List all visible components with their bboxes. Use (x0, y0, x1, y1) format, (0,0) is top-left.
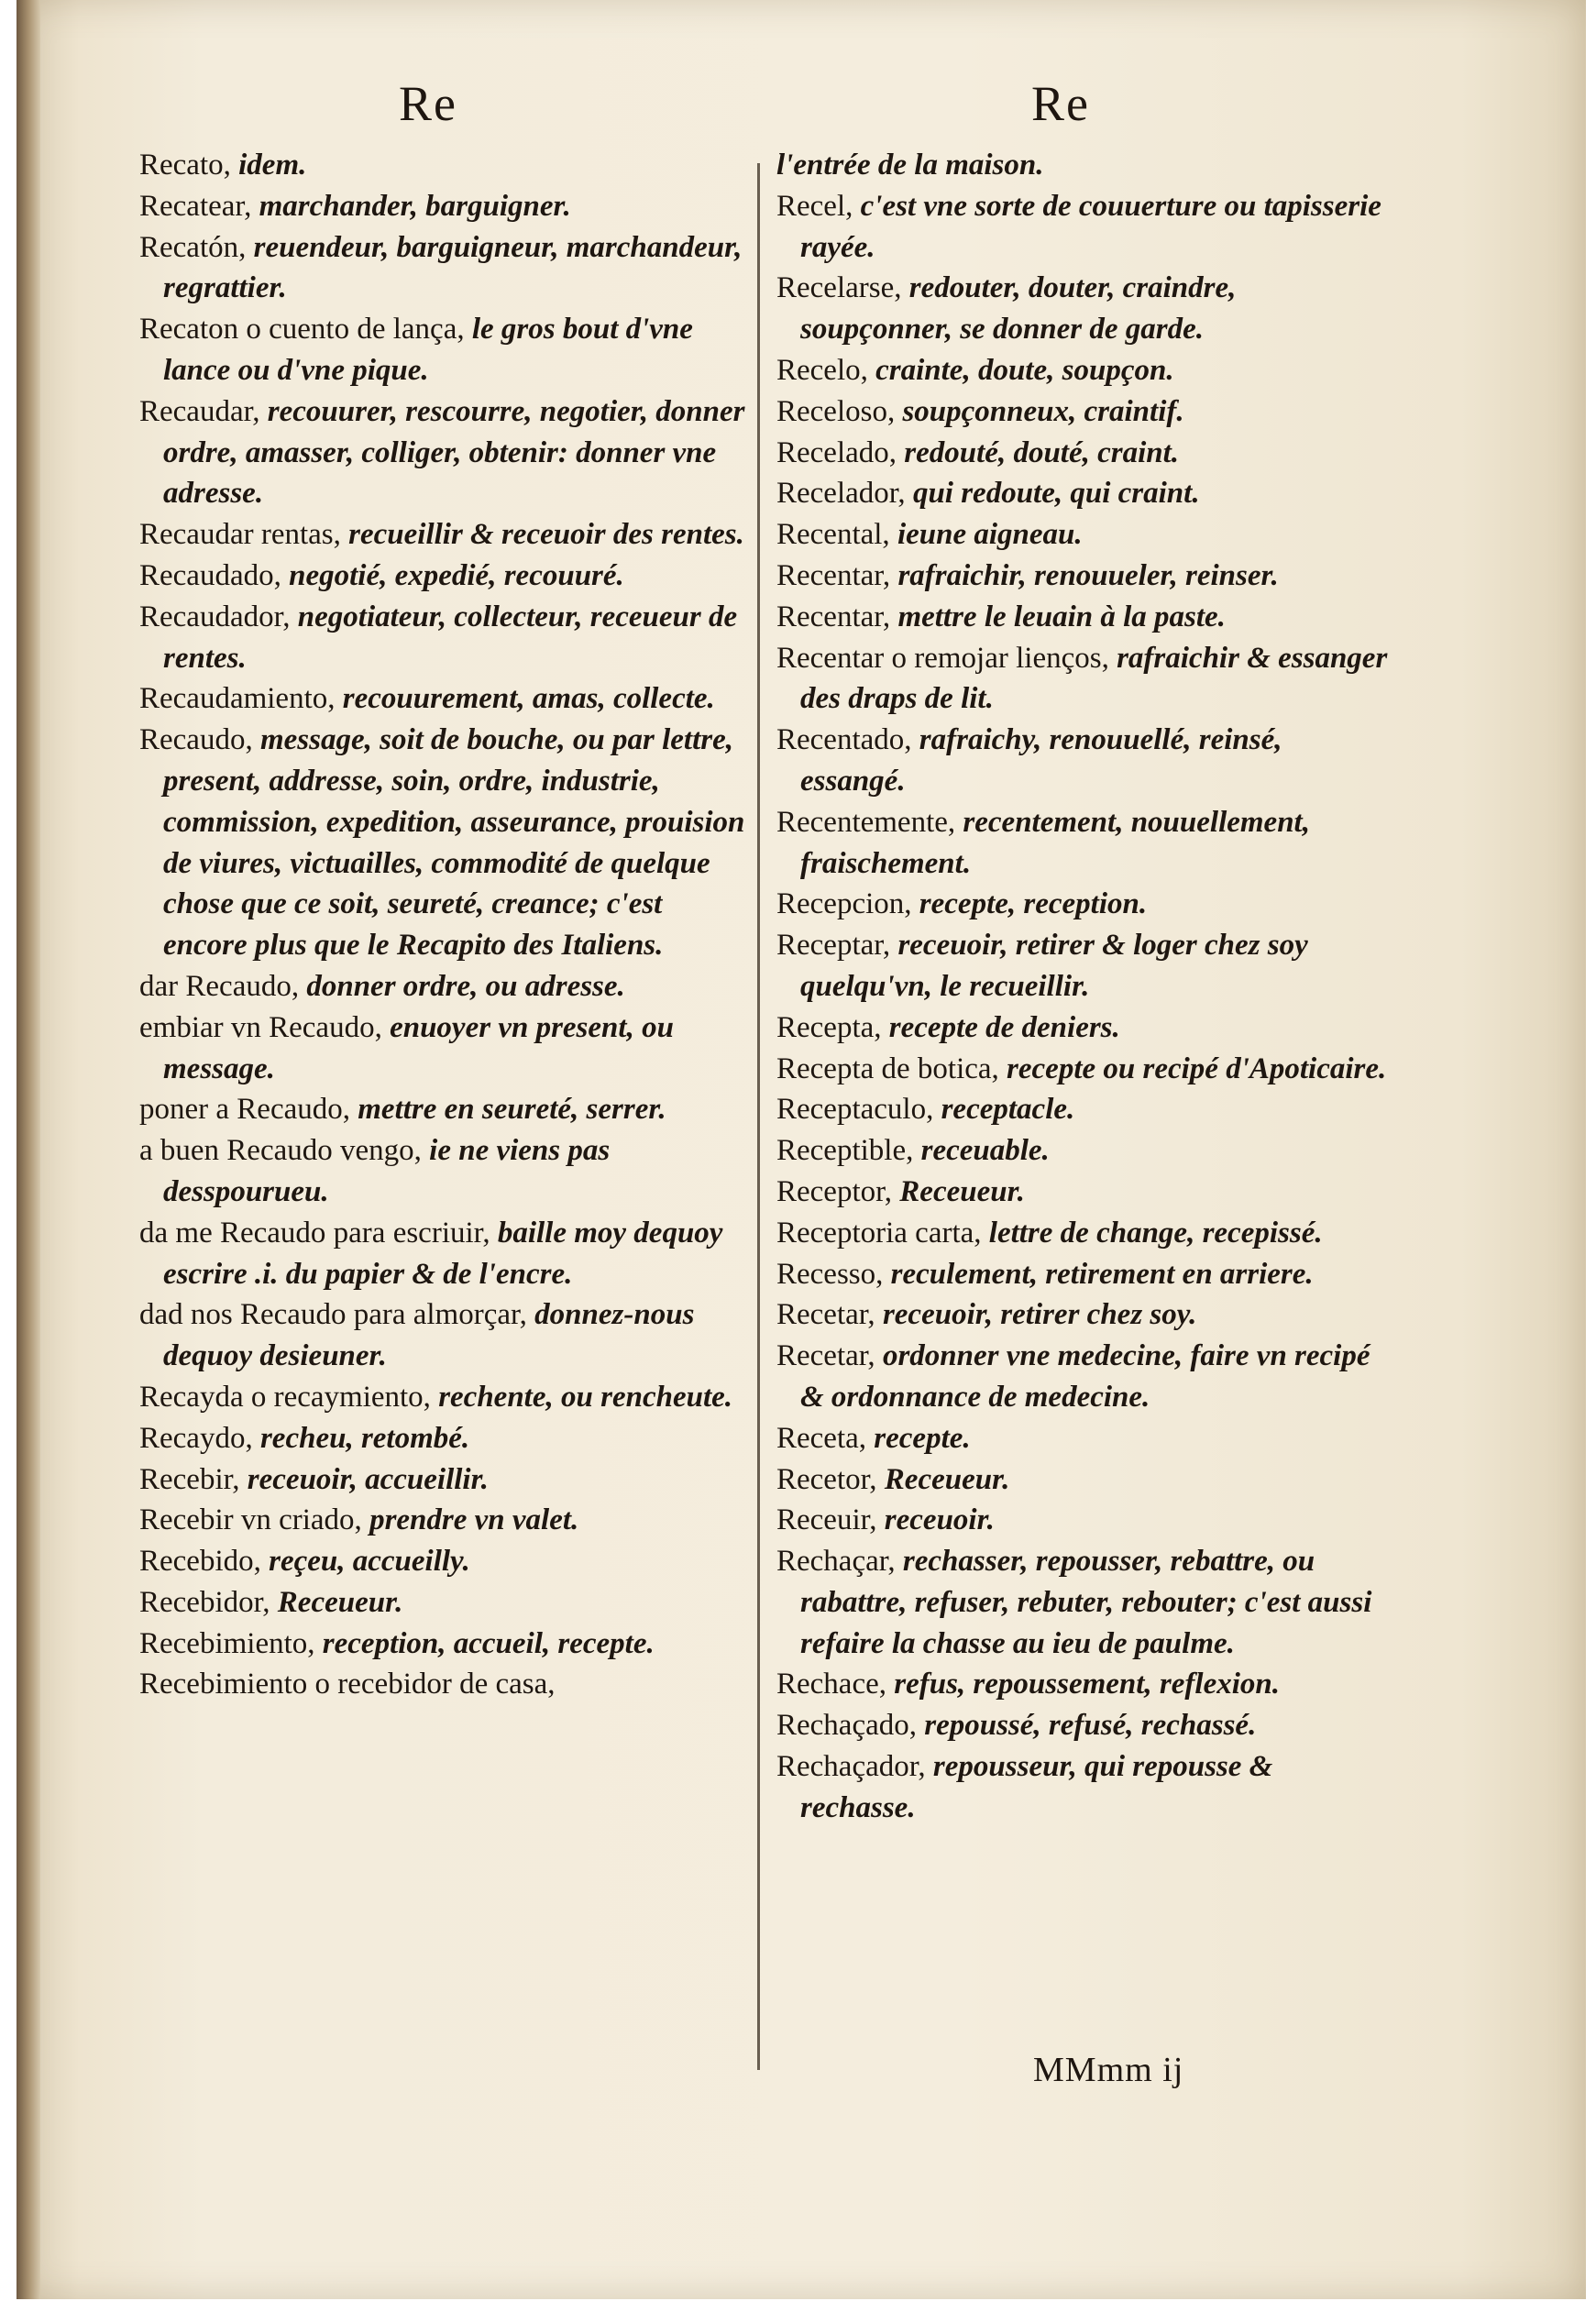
dictionary-entry (139, 1582, 746, 1624)
entry-headword: a buen Recaudo vengo, (139, 1134, 430, 1168)
entry-headword: Recaudar, (139, 394, 268, 428)
dictionary-entry (776, 1049, 1391, 1090)
entry-headword: Receptible, (776, 1134, 921, 1168)
entry-headword: Recaudo, (139, 723, 260, 757)
entry-headword: Recebido, (139, 1545, 270, 1579)
entry-gloss: ieune aigneau. (897, 518, 1083, 552)
entry-gloss: redouté, douté, craint. (904, 435, 1180, 469)
entry-headword: Recentar o remojar lienços, (776, 641, 1117, 675)
entry-headword: Recepcion, (776, 887, 919, 921)
entry-gloss: mettre en seureté, serrer. (358, 1093, 666, 1127)
entry-gloss: ie ne viens pas desspourueu. (163, 1134, 611, 1208)
entry-gloss: Receueur. (277, 1585, 403, 1619)
entry-gloss: rafraichir & essanger des draps de lit. (800, 641, 1388, 716)
entry-headword: Recetar, (776, 1298, 883, 1332)
dictionary-entry (139, 556, 746, 597)
dictionary-entry (776, 1705, 1391, 1746)
entry-gloss: recepte. (874, 1421, 971, 1455)
entry-headword: Recel, (776, 189, 861, 223)
column-divider (757, 163, 760, 2070)
entry-headword: Recepta de botica, (776, 1051, 1007, 1085)
left-column (139, 145, 746, 1705)
entry-gloss: repoussé, refusé, rechassé. (924, 1709, 1257, 1743)
dictionary-entry (139, 678, 746, 720)
entry-headword: Recelador, (776, 477, 913, 511)
entry-gloss: rafraichy, renouuellé, reinsé, essangé. (800, 723, 1282, 798)
dictionary-entry (776, 802, 1391, 885)
entry-gloss: recentement, nouuellement, fraischement. (800, 805, 1310, 880)
dictionary-entry (139, 720, 746, 966)
entry-gloss: message, soit de bouche, ou par lettre, present, addresse, soin, ordre, industrie, commission, expedition, asseurance, prouision de viures, victuailles, commodité de quelque chose que ce soit, seureté, creance; c'est encore plus que le Recapito des Italiens. (163, 723, 745, 963)
entry-gloss: recheu, retombé. (259, 1421, 470, 1455)
dictionary-entry (776, 1007, 1391, 1049)
entry-gloss: receuoir. (884, 1503, 995, 1537)
binding-gutter (17, 0, 40, 2299)
entry-headword: Recetar, (776, 1339, 883, 1373)
entry-gloss: redouter, douter, craindre, soupçonner, se donner de garde. (800, 271, 1237, 347)
dictionary-entry (776, 1213, 1391, 1254)
entry-headword: Recebidor, (139, 1585, 278, 1619)
dictionary-entry (776, 473, 1391, 514)
entry-headword: Recebir, (139, 1462, 248, 1496)
entry-headword: Rechaçador, (776, 1750, 933, 1784)
entry-headword: da me Recaudo para escriuir, (139, 1216, 498, 1250)
dictionary-entry (776, 1089, 1391, 1130)
entry-headword: Recentemente, (776, 805, 963, 839)
entry-gloss: negotié, expedié, recouuré. (289, 558, 624, 592)
dictionary-entry (776, 186, 1391, 269)
entry-headword: Recelo, (776, 353, 876, 387)
dictionary-entry (139, 1664, 746, 1705)
entry-gloss: le gros bout d'vne lance ou d'vne pique. (163, 313, 693, 387)
dictionary-entry (776, 1500, 1391, 1541)
entry-gloss: rechente, ou rencheute. (438, 1380, 733, 1414)
entry-gloss: recepte ou recipé d'Apoticaire. (1007, 1051, 1387, 1085)
entry-headword: Recentado, (776, 723, 919, 757)
dictionary-entry (139, 1213, 746, 1295)
entry-headword: dad nos Recaudo para almorçar, (139, 1298, 535, 1332)
entry-headword: embiar vn Recaudo, (139, 1010, 391, 1044)
dictionary-entry (776, 1336, 1391, 1418)
entry-gloss: receptacle. (941, 1093, 1075, 1127)
entry-gloss: receuoir, retirer chez soy. (882, 1298, 1197, 1332)
dictionary-entry (139, 597, 746, 679)
entry-headword: Receuir, (776, 1503, 885, 1537)
dictionary-entry (139, 1294, 746, 1377)
entry-headword: Recepta, (776, 1010, 889, 1044)
dictionary-entry (776, 925, 1391, 1007)
dictionary-entry (139, 391, 746, 514)
entry-gloss: donner ordre, ou adresse. (306, 969, 625, 1003)
entry-gloss: repousseur, qui repousse & rechasse. (800, 1750, 1273, 1824)
entry-gloss: enuoyer vn present, ou message. (163, 1010, 674, 1085)
right-column (776, 145, 1391, 1829)
entry-headword: Recesso, (776, 1257, 891, 1291)
entry-headword: Recetor, (776, 1462, 885, 1496)
dictionary-entry (139, 227, 746, 310)
dictionary-entry (776, 1418, 1391, 1459)
dictionary-entry (776, 433, 1391, 474)
entry-gloss: baille moy dequoy escrire .i. du papier & de l'encre. (163, 1216, 723, 1291)
entry-headword: Recatón, (139, 230, 254, 264)
dictionary-entry (139, 1500, 746, 1541)
dictionary-entry (776, 1172, 1391, 1213)
signature-mark: MMmm ij (1033, 2051, 1184, 2089)
dictionary-entry (776, 1130, 1391, 1172)
entry-gloss: recouurement, amas, collecte. (342, 682, 715, 716)
dictionary-entry (139, 1459, 746, 1501)
entry-headword: Recebimiento o recebidor de casa, (139, 1668, 556, 1701)
entry-gloss: receuoir, accueillir. (247, 1462, 489, 1496)
entry-gloss: recepte, reception. (919, 887, 1148, 921)
entry-headword: Recebir vn criado, (139, 1503, 370, 1537)
entry-headword: Recentar, (776, 600, 898, 633)
dictionary-entry (139, 1624, 746, 1665)
entry-headword: Rechaçar, (776, 1545, 903, 1579)
entry-gloss: rafraichir, renouueler, reinser. (897, 558, 1279, 592)
dictionary-entry (776, 597, 1391, 638)
entry-gloss: lettre de change, recepissé. (988, 1216, 1323, 1250)
dictionary-entry (139, 1130, 746, 1213)
dictionary-entry (139, 145, 746, 186)
dictionary-entry (776, 145, 1391, 186)
entry-gloss: reçeu, accueilly. (269, 1545, 470, 1579)
entry-headword: dar Recaudo, (139, 969, 307, 1003)
entry-gloss: reception, accueil, recepte. (322, 1626, 655, 1660)
dictionary-entry (776, 1294, 1391, 1336)
dictionary-entry (139, 1541, 746, 1582)
entry-gloss: soupçonneux, craintif. (902, 394, 1184, 428)
dictionary-entry (139, 186, 746, 227)
entry-headword: Receloso, (776, 394, 903, 428)
entry-headword: Recaton o cuento de lança, (139, 313, 472, 347)
entry-gloss: donnez-nous dequoy desieuner. (163, 1298, 695, 1373)
entry-gloss: reuendeur, barguigneur, marchandeur, regrattier. (163, 230, 743, 305)
dictionary-entry (776, 514, 1391, 556)
entry-headword: Recelarse, (776, 271, 909, 305)
dictionary-entry (776, 350, 1391, 391)
dictionary-entry (776, 391, 1391, 433)
entry-headword: Receptaculo, (776, 1093, 941, 1127)
entry-headword: Recelado, (776, 435, 905, 469)
entry-gloss: receuable. (920, 1134, 1050, 1168)
entry-headword: Recebimiento, (139, 1626, 323, 1660)
entry-headword: Receta, (776, 1421, 875, 1455)
dictionary-entry (776, 1746, 1391, 1829)
entry-headword: Recentar, (776, 558, 898, 592)
entry-gloss: qui redoute, qui craint. (912, 477, 1200, 511)
entry-headword: Receptoria carta, (776, 1216, 989, 1250)
dictionary-entry (139, 1377, 746, 1418)
right-column-header: Re (1031, 76, 1090, 131)
entry-headword: Recaudar rentas, (139, 518, 349, 552)
entry-gloss: refus, repoussement, reflexion. (894, 1668, 1280, 1701)
dictionary-entry (139, 966, 746, 1007)
entry-gloss: rechasser, repousser, rebattre, ou rabattre, refuser, rebuter, rebouter; c'est aussi refaire la chasse au ieu de paulme. (800, 1545, 1372, 1660)
entry-gloss: mettre le leuain à la paste. (897, 600, 1226, 633)
dictionary-entry (776, 1254, 1391, 1295)
entry-headword: Recaudado, (139, 558, 290, 592)
dictionary-entry (139, 1418, 746, 1459)
entry-gloss: Receueur. (884, 1462, 1010, 1496)
entry-gloss: ordonner vne medecine, faire vn recipé & ordonnance de medecine. (800, 1339, 1370, 1414)
entry-gloss: recueillir & receuoir des rentes. (348, 518, 744, 552)
dictionary-entry (776, 1664, 1391, 1705)
entry-headword: poner a Recaudo, (139, 1093, 358, 1127)
entry-gloss: c'est vne sorte de couuerture ou tapisserie rayée. (800, 189, 1381, 264)
entry-gloss: negotiateur, collecteur, receueur de rentes. (163, 600, 738, 675)
entry-gloss: recepte de deniers. (888, 1010, 1120, 1044)
dictionary-entry (776, 268, 1391, 350)
entry-gloss: recouurer, rescourre, negotier, donner ordre, amasser, colliger, obtenir: donner vne adresse. (163, 394, 745, 511)
dictionary-entry (776, 556, 1391, 597)
left-column-header: Re (399, 76, 457, 131)
entry-gloss: crainte, doute, soupçon. (875, 353, 1174, 387)
dictionary-entry (139, 1089, 746, 1130)
entry-headword: Recental, (776, 518, 897, 552)
dictionary-entry (776, 720, 1391, 802)
dictionary-entry (776, 1541, 1391, 1664)
entry-headword: Recatear, (139, 189, 259, 223)
dictionary-entry (776, 884, 1391, 925)
dictionary-entry (139, 514, 746, 556)
entry-headword: Receptor, (776, 1174, 900, 1208)
dictionary-entry (139, 1007, 746, 1090)
entry-headword: Recaydo, (139, 1421, 260, 1455)
entry-headword: Recayda o recaymiento, (139, 1380, 439, 1414)
entry-gloss: reculement, retirement en arriere. (890, 1257, 1314, 1291)
entry-headword: Receptar, (776, 929, 898, 963)
entry-gloss: prendre vn valet. (369, 1503, 579, 1537)
entry-gloss: Receueur. (899, 1174, 1025, 1208)
entry-headword: Recato, (139, 149, 239, 182)
entry-headword: Rechaçado, (776, 1709, 925, 1743)
entry-gloss: idem. (238, 149, 307, 182)
entry-gloss: marchander, barguigner. (259, 189, 571, 223)
dictionary-entry (139, 309, 746, 391)
entry-headword: Recaudamiento, (139, 682, 343, 716)
dictionary-entry (776, 1459, 1391, 1501)
dictionary-entry (776, 638, 1391, 721)
entry-gloss: l'entrée de la maison. (776, 149, 1044, 182)
entry-headword: Rechace, (776, 1668, 895, 1701)
entry-headword: Recaudador, (139, 600, 298, 633)
entry-gloss: receuoir, retirer & loger chez soy quelqu'vn, le recueillir. (800, 929, 1308, 1003)
